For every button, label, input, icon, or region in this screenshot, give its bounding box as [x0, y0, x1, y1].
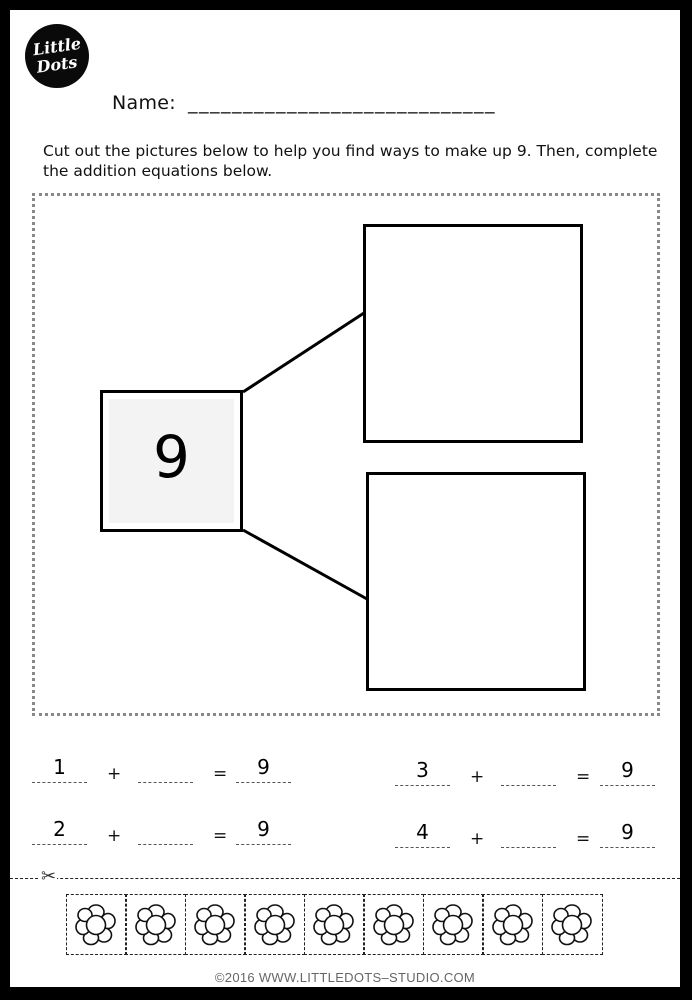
flower-icon	[193, 903, 237, 947]
flower-icon	[550, 903, 594, 947]
flower-icon	[372, 903, 416, 947]
equals-sign: =	[576, 767, 591, 787]
flower-icon	[253, 903, 297, 947]
flower-card-6[interactable]	[363, 894, 424, 955]
equals-sign: =	[213, 764, 228, 784]
whole-number-box	[100, 390, 243, 532]
equals-sign: =	[213, 826, 228, 846]
scissors-icon: ✂	[41, 866, 57, 887]
plus-sign: +	[107, 764, 122, 784]
flower-icon	[74, 903, 118, 947]
logo-text-line1: Little	[31, 33, 83, 60]
plus-sign: +	[107, 826, 122, 846]
copyright-footer: ©2016 WWW.LITTLEDOTS–STUDIO.COM	[214, 970, 476, 985]
flower-icon	[312, 903, 356, 947]
addend1-blank[interactable]: 3	[395, 757, 450, 786]
plus-sign: +	[470, 829, 485, 849]
sum-blank[interactable]: 9	[600, 819, 655, 848]
instructions-text: Cut out the pictures below to help you find ways to make up 9. Then, complete the addition equations below.	[43, 142, 658, 180]
connector-line-top	[243, 313, 364, 392]
flower-card-2[interactable]	[125, 894, 186, 955]
addend1-blank[interactable]: 4	[395, 819, 450, 848]
whole-number: 9	[153, 423, 190, 491]
logo-text-line2: Dots	[35, 52, 79, 77]
part-box-top[interactable]	[363, 224, 583, 443]
cutout-cards	[67, 894, 603, 955]
equation-row-4	[10, 819, 680, 851]
part-box-bottom[interactable]	[366, 472, 586, 691]
addend1-blank[interactable]: 1	[32, 754, 87, 783]
flower-card-5[interactable]	[304, 894, 365, 955]
flower-icon	[134, 903, 178, 947]
flower-icon	[491, 903, 535, 947]
flower-card-8[interactable]	[482, 894, 543, 955]
cut-line	[10, 878, 680, 879]
flower-icon	[431, 903, 475, 947]
equation-row-3	[10, 757, 680, 789]
flower-card-3[interactable]	[185, 894, 246, 955]
flower-card-4[interactable]	[244, 894, 305, 955]
plus-sign: +	[470, 767, 485, 787]
name-label: Name:	[112, 92, 176, 114]
equals-sign: =	[576, 829, 591, 849]
worksheet-page	[10, 10, 680, 987]
connector-line-bottom	[243, 530, 367, 599]
addend2-blank[interactable]	[501, 757, 556, 786]
flower-card-7[interactable]	[423, 894, 484, 955]
flower-card-1[interactable]	[66, 894, 127, 955]
addend1-blank[interactable]: 2	[32, 816, 87, 845]
flower-card-9[interactable]	[542, 894, 603, 955]
sum-blank[interactable]: 9	[600, 757, 655, 786]
sum-blank[interactable]: 9	[236, 754, 291, 783]
addend2-blank[interactable]	[501, 819, 556, 848]
sum-blank[interactable]: 9	[236, 816, 291, 845]
name-field-line[interactable]: ____________________________	[188, 92, 496, 114]
